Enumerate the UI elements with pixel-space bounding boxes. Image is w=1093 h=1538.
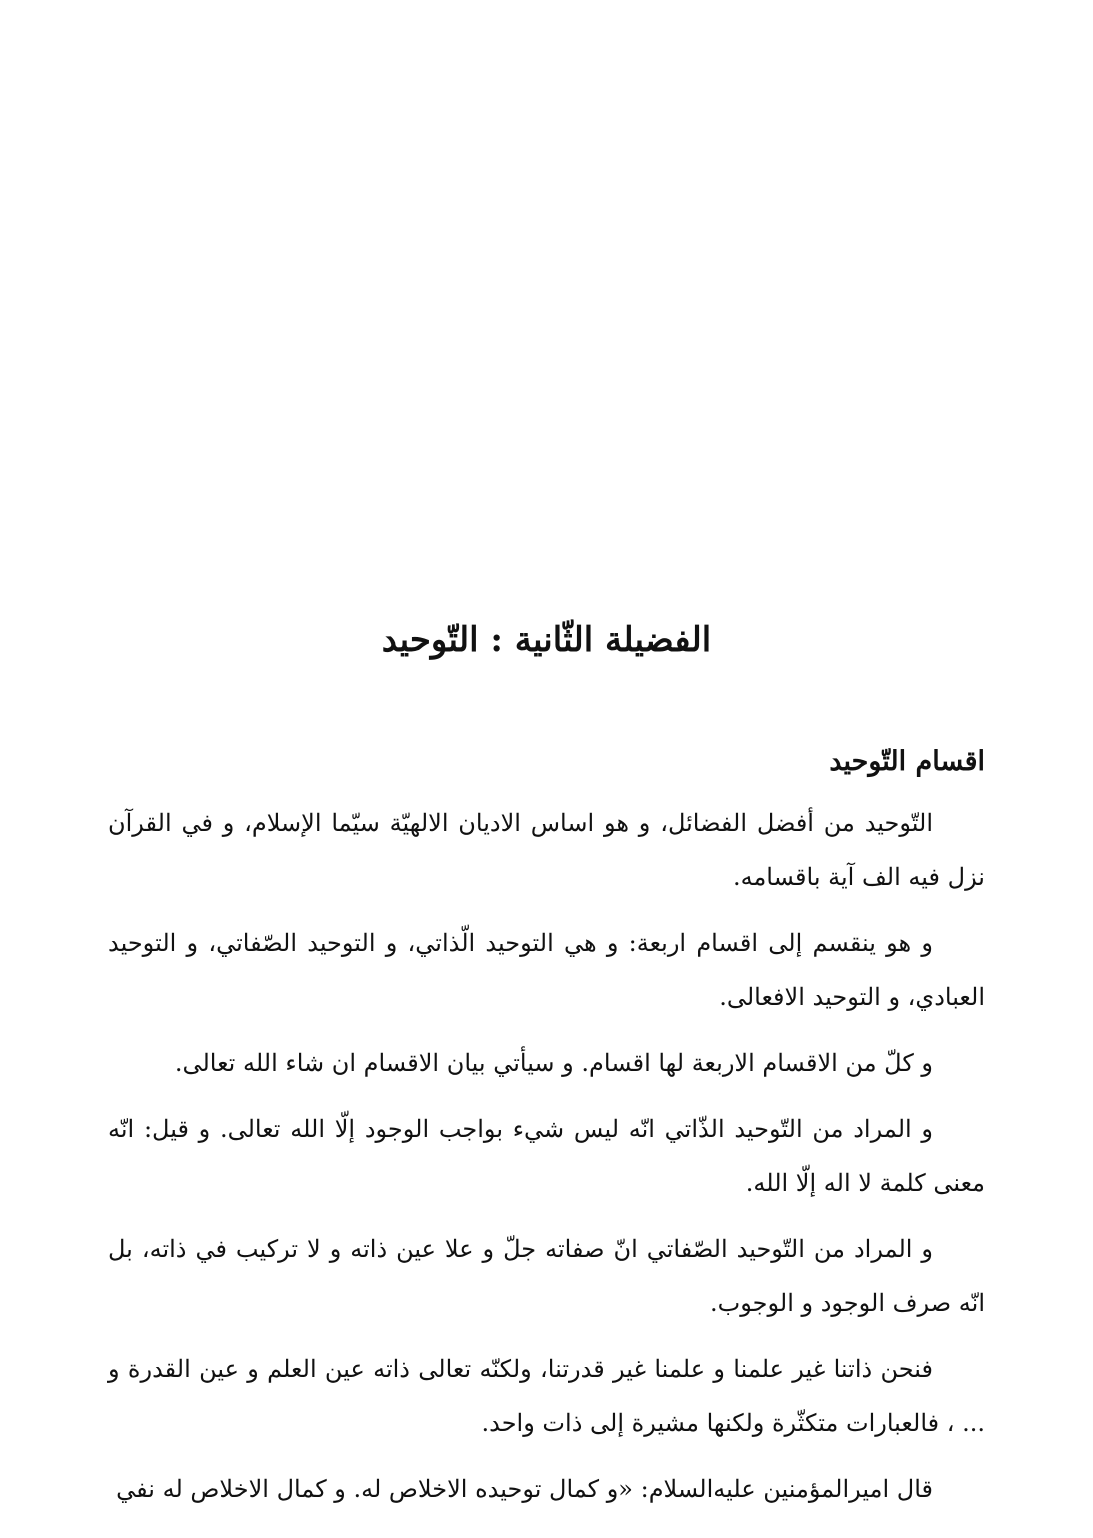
paragraph: التّوحيد من أفضل الفضائل، و هو اساس الاديان الالهيّة سيّما الإسلام، و في القرآن نزل فيه الف آية باقسامه. [108,809,985,891]
body-text [108,796,985,1528]
section-heading: اقسام التّوحيد [829,746,985,777]
paragraph: فنحن ذاتنا غير علمنا و علمنا غير قدرتنا، ولكنّه تعالى ذاته عين العلم و عين القدرة و ... ، فالعبارات متكثّرة ولكنها مشيرة إلى ذات واحد. [108,1355,985,1437]
paragraph: قال اميرالمؤمنين عليه‌السلام: «و كمال توحيده الاخلاص له. و كمال الاخلاص له نفي [116,1475,933,1503]
paragraph: و المراد من التّوحيد الذّاتي انّه ليس شيء بواجب الوجود إلّا الله تعالى. و قيل: انّه معنى كلمة لا اله إلّا الله. [108,1115,985,1197]
paragraph: و كلّ من الاقسام الاربعة لها اقسام. و سيأتي بيان الاقسام ان شاء الله تعالى. [174,1049,933,1077]
paragraph: و المراد من التّوحيد الصّفاتي انّ صفاته جلّ و علا عين ذاته و لا تركيب في ذاته، بل انّه صرف الوجود و الوجوب. [108,1235,985,1317]
chapter-title: الفضيلة الثّانية : التّوحيد [381,620,712,660]
paragraph: و هو ينقسم إلى اقسام اربعة: و هي التوحيد الّذاتي، و التوحيد الصّفاتي، و التوحيد العبادي، و التوحيد الافعالى. [108,929,985,1011]
